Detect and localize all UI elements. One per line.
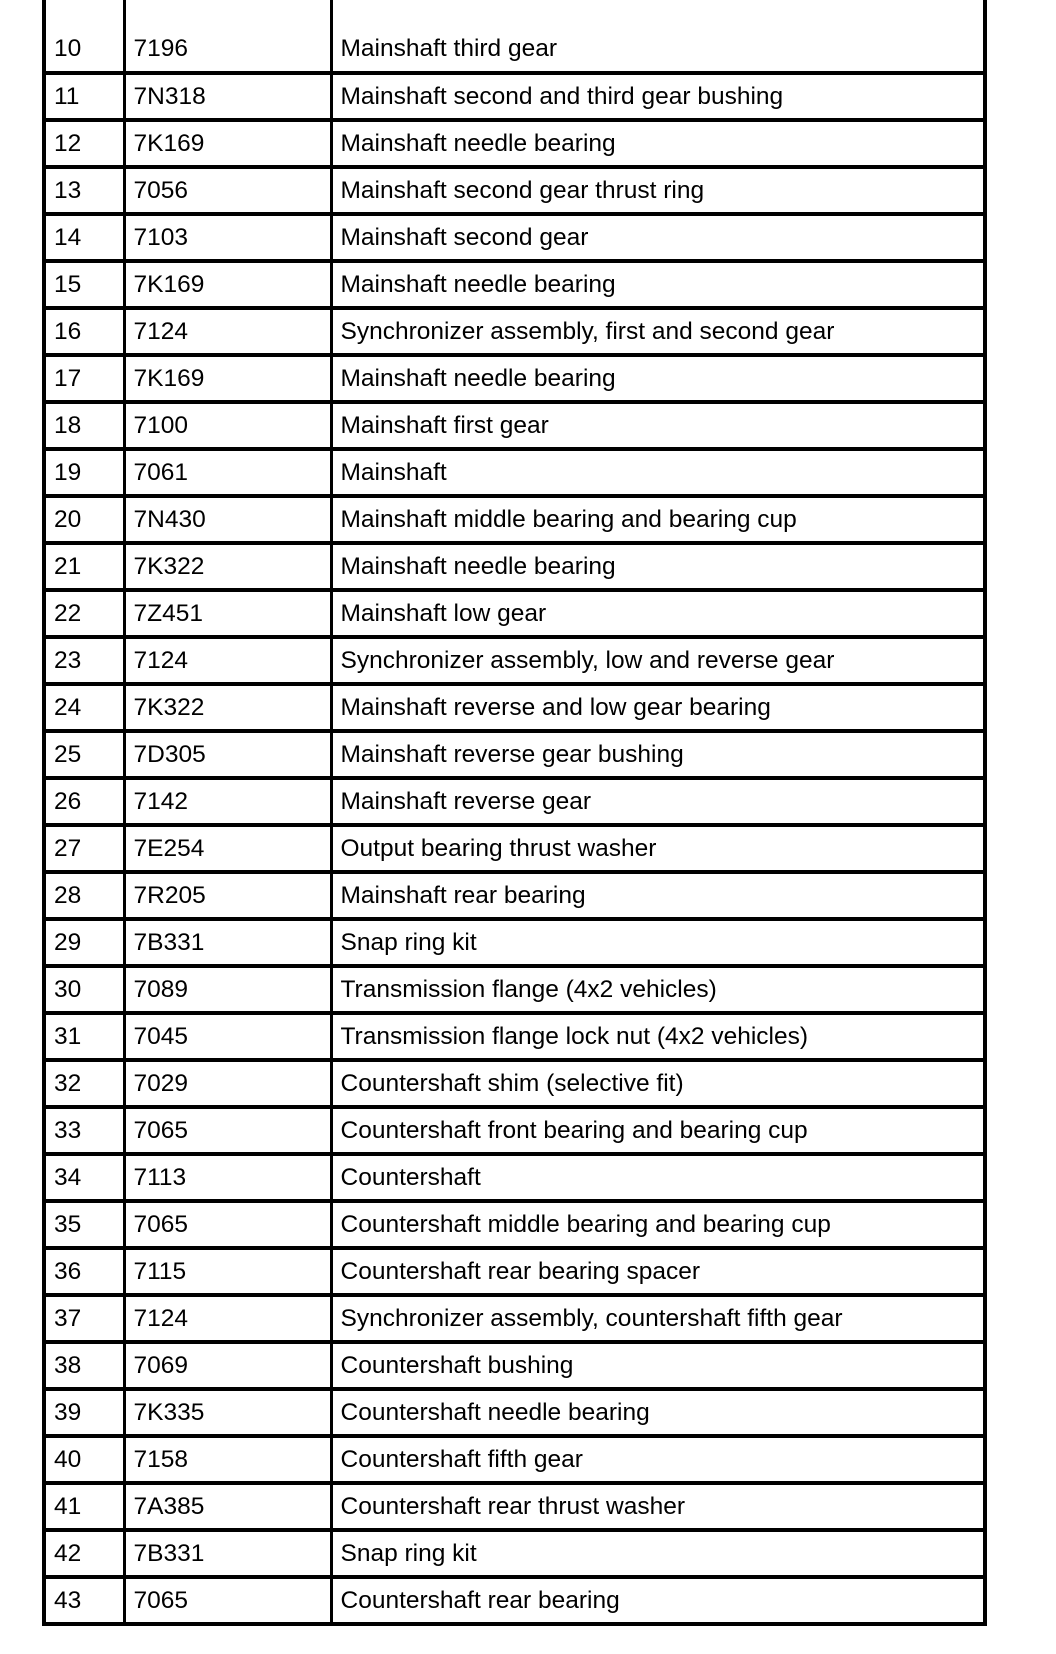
item-number-cell: 25	[44, 731, 124, 778]
table-row	[44, 1060, 985, 1107]
description-cell: Countershaft front bearing and bearing cup	[331, 1107, 985, 1154]
description-cell: Countershaft shim (selective fit)	[331, 1060, 985, 1107]
item-number-cell: 24	[44, 684, 124, 731]
table-row	[44, 1342, 985, 1389]
description-cell: Mainshaft needle bearing	[331, 355, 985, 402]
part-number-cell: 7124	[124, 637, 331, 684]
item-number-cell: 31	[44, 1013, 124, 1060]
table-row	[44, 543, 985, 590]
table-row	[44, 402, 985, 449]
part-number-cell: 7056	[124, 167, 331, 214]
table-row	[44, 1013, 985, 1060]
description-cell: Countershaft rear thrust washer	[331, 1483, 985, 1530]
description-cell: Mainshaft rear bearing	[331, 872, 985, 919]
table-row	[44, 1577, 985, 1624]
table-row	[44, 167, 985, 214]
part-number-cell: 7K335	[124, 1389, 331, 1436]
description-cell: Countershaft fifth gear	[331, 1436, 985, 1483]
description-cell: Snap ring kit	[331, 919, 985, 966]
item-number-cell: 38	[44, 1342, 124, 1389]
table-row	[44, 590, 985, 637]
description-cell: Mainshaft needle bearing	[331, 261, 985, 308]
item-number-cell: 14	[44, 214, 124, 261]
item-number-cell: 16	[44, 308, 124, 355]
part-number-cell: 7065	[124, 1107, 331, 1154]
item-number-cell: 28	[44, 872, 124, 919]
item-number-cell: 32	[44, 1060, 124, 1107]
table-row	[44, 1201, 985, 1248]
table-row	[44, 308, 985, 355]
table-row	[44, 0, 985, 73]
item-number-cell: 26	[44, 778, 124, 825]
part-number-cell: 7142	[124, 778, 331, 825]
item-number-cell: 12	[44, 120, 124, 167]
table-row	[44, 684, 985, 731]
item-number-cell: 34	[44, 1154, 124, 1201]
part-number-cell: 7115	[124, 1248, 331, 1295]
part-number-cell: 7K169	[124, 120, 331, 167]
part-number-cell: 7045	[124, 1013, 331, 1060]
table-row	[44, 1436, 985, 1483]
part-number-cell: 7N318	[124, 73, 331, 120]
item-number-cell: 18	[44, 402, 124, 449]
description-cell: Mainshaft reverse and low gear bearing	[331, 684, 985, 731]
description-cell: Countershaft rear bearing spacer	[331, 1248, 985, 1295]
part-number-cell: 7R205	[124, 872, 331, 919]
table-row	[44, 966, 985, 1013]
parts-table	[42, 0, 987, 1626]
table-row	[44, 120, 985, 167]
table-row	[44, 637, 985, 684]
part-number-cell: 7113	[124, 1154, 331, 1201]
item-number-cell: 11	[44, 73, 124, 120]
description-cell: Transmission flange (4x2 vehicles)	[331, 966, 985, 1013]
table-row	[44, 73, 985, 120]
part-number-cell: 7124	[124, 1295, 331, 1342]
description-cell: Countershaft	[331, 1154, 985, 1201]
table-row	[44, 1107, 985, 1154]
part-number-cell: 7B331	[124, 919, 331, 966]
description-cell: Mainshaft first gear	[331, 402, 985, 449]
item-number-cell: 40	[44, 1436, 124, 1483]
item-number-cell: 37	[44, 1295, 124, 1342]
description-cell: Mainshaft middle bearing and bearing cup	[331, 496, 985, 543]
item-number-cell: 43	[44, 1577, 124, 1624]
description-cell: Mainshaft third gear	[331, 0, 985, 73]
item-number-cell: 19	[44, 449, 124, 496]
part-number-cell: 7069	[124, 1342, 331, 1389]
description-cell: Mainshaft low gear	[331, 590, 985, 637]
part-number-cell: 7E254	[124, 825, 331, 872]
item-number-cell: 21	[44, 543, 124, 590]
item-number-cell: 30	[44, 966, 124, 1013]
part-number-cell: 7A385	[124, 1483, 331, 1530]
description-cell: Mainshaft needle bearing	[331, 543, 985, 590]
description-cell: Mainshaft	[331, 449, 985, 496]
part-number-cell: 7065	[124, 1577, 331, 1624]
description-cell: Countershaft rear bearing	[331, 1577, 985, 1624]
description-cell: Synchronizer assembly, low and reverse gear	[331, 637, 985, 684]
table-row	[44, 731, 985, 778]
item-number-cell: 20	[44, 496, 124, 543]
table-row	[44, 1248, 985, 1295]
part-number-cell: 7103	[124, 214, 331, 261]
table-row	[44, 1483, 985, 1530]
item-number-cell: 41	[44, 1483, 124, 1530]
table-row	[44, 449, 985, 496]
part-number-cell: 7089	[124, 966, 331, 1013]
table-row	[44, 919, 985, 966]
item-number-cell: 10	[44, 0, 124, 73]
item-number-cell: 35	[44, 1201, 124, 1248]
table-row	[44, 825, 985, 872]
item-number-cell: 15	[44, 261, 124, 308]
description-cell: Countershaft needle bearing	[331, 1389, 985, 1436]
description-cell: Mainshaft second gear thrust ring	[331, 167, 985, 214]
table-row	[44, 1389, 985, 1436]
parts-table-body	[44, 0, 985, 1624]
description-cell: Mainshaft needle bearing	[331, 120, 985, 167]
description-cell: Synchronizer assembly, countershaft fifth gear	[331, 1295, 985, 1342]
table-row	[44, 872, 985, 919]
description-cell: Snap ring kit	[331, 1530, 985, 1577]
part-number-cell: 7196	[124, 0, 331, 73]
part-number-cell: 7K169	[124, 261, 331, 308]
part-number-cell: 7D305	[124, 731, 331, 778]
table-row	[44, 261, 985, 308]
part-number-cell: 7K322	[124, 543, 331, 590]
description-cell: Mainshaft reverse gear bushing	[331, 731, 985, 778]
part-number-cell: 7158	[124, 1436, 331, 1483]
description-cell: Mainshaft second gear	[331, 214, 985, 261]
part-number-cell: 7029	[124, 1060, 331, 1107]
description-cell: Mainshaft second and third gear bushing	[331, 73, 985, 120]
item-number-cell: 23	[44, 637, 124, 684]
part-number-cell: 7K169	[124, 355, 331, 402]
item-number-cell: 42	[44, 1530, 124, 1577]
item-number-cell: 29	[44, 919, 124, 966]
description-cell: Synchronizer assembly, first and second gear	[331, 308, 985, 355]
table-row	[44, 214, 985, 261]
part-number-cell: 7100	[124, 402, 331, 449]
part-number-cell: 7124	[124, 308, 331, 355]
description-cell: Transmission flange lock nut (4x2 vehicles)	[331, 1013, 985, 1060]
table-row	[44, 355, 985, 402]
item-number-cell: 27	[44, 825, 124, 872]
description-cell: Output bearing thrust washer	[331, 825, 985, 872]
item-number-cell: 22	[44, 590, 124, 637]
part-number-cell: 7B331	[124, 1530, 331, 1577]
item-number-cell: 36	[44, 1248, 124, 1295]
item-number-cell: 33	[44, 1107, 124, 1154]
table-row	[44, 1154, 985, 1201]
table-row	[44, 1295, 985, 1342]
table-row	[44, 496, 985, 543]
part-number-cell: 7Z451	[124, 590, 331, 637]
part-number-cell: 7K322	[124, 684, 331, 731]
part-number-cell: 7065	[124, 1201, 331, 1248]
description-cell: Countershaft bushing	[331, 1342, 985, 1389]
item-number-cell: 39	[44, 1389, 124, 1436]
part-number-cell: 7061	[124, 449, 331, 496]
table-row	[44, 1530, 985, 1577]
part-number-cell: 7N430	[124, 496, 331, 543]
description-cell: Mainshaft reverse gear	[331, 778, 985, 825]
table-row	[44, 778, 985, 825]
item-number-cell: 17	[44, 355, 124, 402]
description-cell: Countershaft middle bearing and bearing cup	[331, 1201, 985, 1248]
item-number-cell: 13	[44, 167, 124, 214]
